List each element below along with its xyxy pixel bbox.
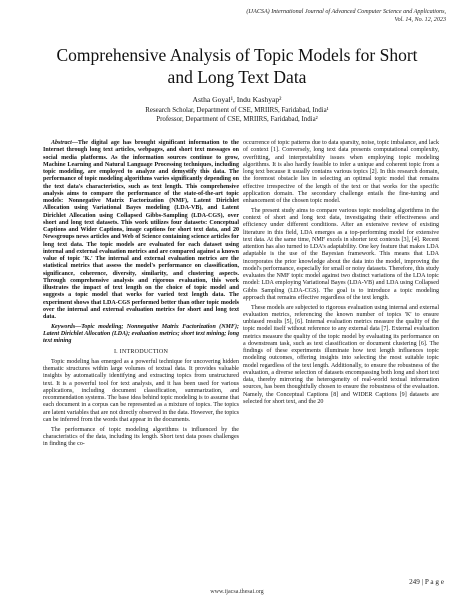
section-heading-introduction: I. INTRODUCTION (113, 348, 169, 355)
abstract-text: —The digital age has brought significant information to the Internet through long text articles, webpages, and short text messages on social media platforms. As the information sources continue to grow, Machine Learning and Natural Language Processing techniques, including topic modeling, are employed to analyze and demystify this data. The performance of topic modeling algorithms varies significantly depending on the text data's characteristics, such as text length. This comprehensive analysis aims to compare the performance of the state-of-the-art topic models: Nonnegative Matrix Factorization (NMF), Latent Dirichlet Allocation using Variational Bayes modeling (LDA-VB), and Latent Dirichlet Allocation using Collapsed Gibbs-Sampling (LDA-CGS), over short and long text datasets. This work utilizes four datasets: Conceptual Captions and Wider Captions, image captions for short text data, and 20 Newsgroups news articles and Web of Science containing science articles for long text data. The topic models are evaluated for each dataset using internal and external evaluation metrics and are compared against a known value of topic 'K.' The internal and external evaluation metrics are the statistical metrics that assess the model's performance on classification, significance, coherence, diversity, similarity, and clustering aspects. Through comprehensive analysis and rigorous evaluation, this work illustrates the impact of text length on the choice of topic model and suggests a topic model that works for varied text length data. The experiment shows that LDA-CGS performed better than other topic models over the internal and external evaluation metrics for short and long text data. (43, 140, 239, 320)
left-column (43, 140, 239, 451)
abstract-label: Abstract (51, 140, 72, 146)
intro-paragraph-3: The present study aims to compare various topic modeling algorithms in the context of short and long text data, investigating their effectiveness and efficiency under different conditions. After an extensive review of existing literature in this field, LDA emerges as a top-performing model for extensive text data. At the same time, NMF excels in shorter text contexts [3], [4]. Recent attention has also turned to LDA's adaptability. One key feature that makes LDA adaptable is the use of the Bayesian framework. This means that LDA incorporates the prior knowledge about the data into the model, improving the model's performance, especially for small or noisy datasets. Therefore, this study evaluates the NMF topic model against two distinct variations of the LDA topic model: LDA employing Variational Bayes (LDA-VB) and LDA using Collapsed Gibbs Sampling (LDA-CGS). The goal is to introduce a topic modeling approach that remains effective regardless of the text length. (243, 207, 439, 301)
keywords (43, 324, 239, 346)
author-block (0, 96, 474, 124)
title-line-2: and Long Text Data (167, 67, 307, 87)
intro-paragraph-4: These models are subjected to rigorous evaluation using internal and external evaluation metrics, referencing the known number of topics 'K' to ensure unbiased results [5], [6]. Internal evaluation metrics measure the quality of the topic model itself without reference to any external data [7]. External evaluation metrics measure the quality of the topic model by evaluating its performance on a downstream task, such as text classification or document clustering [6]. The findings of these experiments illuminate how text length influences topic modeling outcomes, offering insights into selecting the most suitable topic model regardless of the text length. Additionally, to ensure the robustness of the evaluation, a diverse selection of datasets encompassing both long and short text data, thereby mirroring the heterogeneity of real-world textual information sources, has been thoughtfully chosen to ensure the robustness of the evaluation. Namely, the Conceptual Captions [8] and WIDER Captions [9] datasets are selected for short text, and the 20 (243, 304, 439, 405)
journal-name: (IJACSA) International Journal of Advanced Computer Science and Applications, (246, 9, 446, 15)
footer-url: www.ijacsa.thesai.org (210, 589, 264, 595)
abstract (43, 140, 239, 321)
keywords-label: Keywords (51, 323, 76, 330)
author-names: Astha Goyal¹, Indu Kashyap² (192, 95, 282, 104)
title-line-1: Comprehensive Analysis of Topic Models for Short (56, 45, 418, 65)
intro-paragraph-2: The performance of topic modeling algorithms is influenced by the characteristics of the data, including its length. Short text data poses challenges in finding the co- (43, 426, 239, 447)
intro-paragraph-1: Topic modeling has emerged as a powerful technique for uncovering hidden thematic structures within large volumes of textual data. It provides valuable insights by automatically identifying and extracting topics from unstructured text. It is a powerful tool for text analysis, and it has been used for various applications, including document classification, summarization, and recommendation systems. The base idea behind topic modeling is to assume that each document in a corpus can be represented as a mixture of topics. The topics are latent variables that are not directly observed in the data. However, the topics can be inferred from the words that appear in the documents. (43, 358, 239, 423)
right-column (243, 140, 439, 409)
affiliation-1: Research Scholar, Department of CSE, MRIIRS, Faridabad, India¹ (145, 106, 329, 114)
affiliation-2: Professor, Department of CSE, MRIIRS, Faridabad, India² (156, 115, 318, 123)
running-header (146, 9, 446, 24)
keywords-text: —Topic modeling; Nonnegative Matrix Factorization (NMF); Latent Dirichlet Allocation (LDA); evaluation metrics; short text mining; long text mining (43, 323, 239, 345)
journal-volume: Vol. 14, No. 12, 2023 (394, 16, 446, 23)
intro-paragraph-2-continued: occurrence of topic patterns due to data sparsity, noise, topic imbalance, and lack of context [1]. Conversely, long text data presents computational complexity, overfitting, and interpretability issues when employing topic modeling algorithms. It is also hardly feasible to infer a unique and coherent topic from a long text because it usually contains various topics [2]. In this research domain, the foremost obstacle lies in selecting an optimal topic model that remains effective irrespective of the length of the text or that works for the specific application domain. The secondary challenge entails the fine-tuning and enhancement of the chosen topic model. (243, 140, 439, 204)
page-number: 249 | P a g e (409, 578, 444, 586)
paper-title (0, 44, 474, 88)
